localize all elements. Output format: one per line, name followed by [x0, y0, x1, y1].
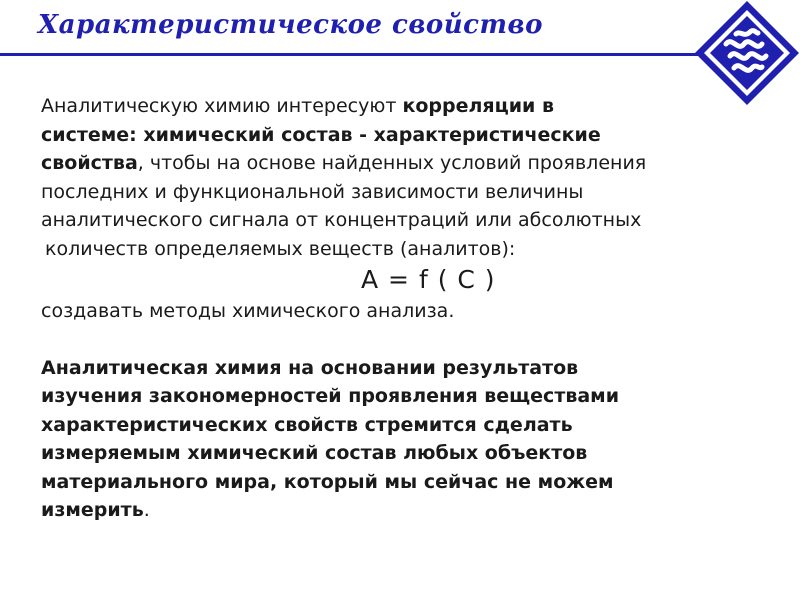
paragraph-end-text: создавать методы химического анализа. — [41, 300, 455, 322]
intro-text: Аналитическую химию интересуют — [41, 95, 403, 117]
p2-line-5: материального мира, который мы сейчас не можем — [41, 470, 614, 493]
text-line-4: последних и функциональной зависимости величины — [41, 180, 584, 203]
paragraph-analytical-chemistry — [41, 354, 771, 525]
p2-line-4: измеряемым химический состав любых объектов — [41, 442, 588, 464]
bold-properties-text: свойства — [41, 152, 138, 174]
p2-period: . — [143, 499, 150, 521]
bold-correlation-text: корреляции в — [402, 95, 554, 117]
text-line-5: аналитического сигнала от концентраций или абсолютных — [41, 209, 642, 231]
text-line-6: количеств определяемых веществ (аналитов): — [45, 237, 516, 260]
diamond-logo-icon — [694, 0, 800, 106]
paragraph-analytical-interest — [41, 92, 771, 263]
p2-line-2: изучения закономерностей проявления веществами — [41, 385, 620, 407]
body-text — [41, 92, 771, 525]
formula: A = f ( C ) — [361, 265, 496, 294]
text-line-3: , чтобы на основе найденных условий проявления — [137, 152, 647, 174]
title-divider — [0, 53, 700, 56]
p2-line-1: Аналитическая химия на основании результатов — [41, 356, 579, 379]
p2-line-3: характеристических свойств стремится сделать — [41, 413, 573, 436]
bold-system-text: системе: химический состав - характеристические — [41, 123, 601, 146]
p2-line-6: измерить — [41, 499, 144, 521]
page-title: Характеристическое свойство — [38, 10, 543, 40]
